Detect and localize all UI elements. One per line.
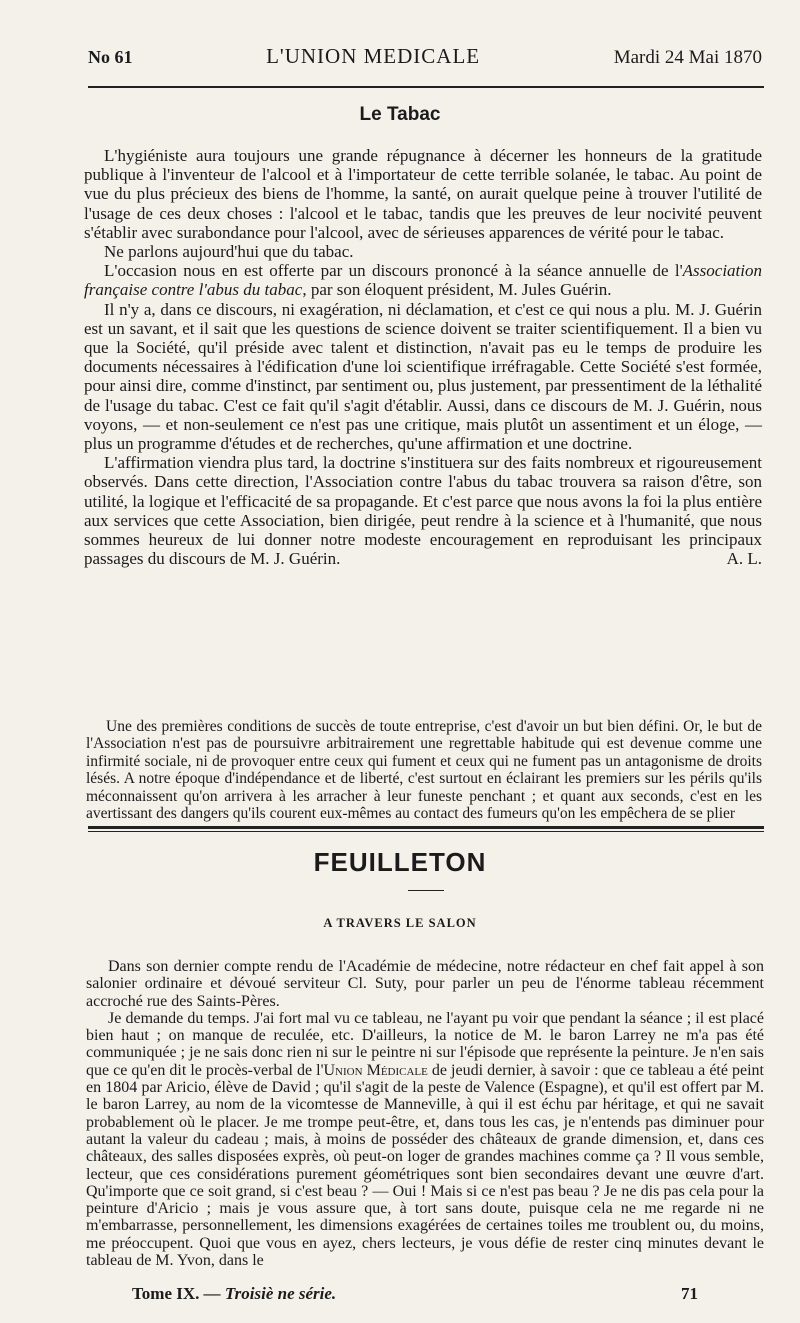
footer-series: — Troisiè ne série. bbox=[203, 1284, 337, 1303]
header-rule bbox=[88, 86, 764, 88]
issue-number: No 61 bbox=[88, 47, 133, 67]
article-paragraph-1: L'hygiéniste aura toujours une grande répugnance à décerner les honneurs de la gratitude publique à l'inventeur de l'alcool et à l'importateur de cette terrible solanée, le tabac. Au point de vue du plus précieux des biens de l'homme, la santé, on aurait quelque peine à trouver l'utilité de l'usage de ces deux choses : l'alcool et le tabac, tandis que les preuves de leur nocivité peuvent s'établir avec surabondance pour l'alcool, avec de sérieuses apparences de vérité pour le tabac. bbox=[84, 146, 762, 242]
feuilleton-subtitle: A TRAVERS LE SALON bbox=[323, 916, 477, 930]
article-paragraph-4: Il n'y a, dans ce discours, ni exagération, ni déclamation, et c'est ce qui nous a plu. M. J. Guérin est un savant, et il sait que les questions de science doivent se traiter scientifiquement. Il a bien vu que la Société, qu'il préside avec talent et distinction, n'avait pas eu le temps de produire les documents nécessaires à l'édification d'une loi scientifique irréfragable. Cette Société s'est formée, pour ainsi dire, comme d'instinct, par sentiment ou, plus justement, par pressentiment de la léthalité de l'usage du tabac. C'est ce fait qu'il s'agit d'établir. Aussi, dans ce discours de M. J. Guérin, nous voyons, — et non-seulement ce n'est pas une critique, mais plutôt un assentiment et un éloge, — plus un programme d'études et de recherches, qu'une affirmation et une doctrine. bbox=[84, 299, 762, 454]
title-dash bbox=[408, 890, 444, 891]
article-title: Le Tabac bbox=[359, 104, 441, 125]
feuilleton-title: FEUILLETON bbox=[313, 847, 487, 877]
footer-volume bbox=[132, 1284, 336, 1304]
feuilleton-paragraph-2: Je demande du temps. J'ai fort mal vu ce tableau, ne l'ayant pu voir que pendant la séance ; il est placé bien haut ; on manque de reculée, etc. D'ailleurs, la notice de M. le baron Larrey ne m'a pas été communiquée ; je ne sais donc rien ni sur le peintre ni sur l'épisode que représente la peinture. Je n'en sais que ce qu'en dit le procès-verbal de l'Union Médicale de jeudi dernier, à savoir : que ce tableau a été peint en 1804 par Aricio, élève de David ; qu'il s'agit de la peste de Valence (Espagne), et qu'il est offert par M. le baron Larrey, au nom de la vicomtesse de Manneville, à qui il est échu par héritage, et qui ne savait probablement où le placer. Je me trompe peut-être, et, dans tous les cas, je n'entends pas diminuer pour autant la valeur du cadeau ; mais, à moins de posséder des châteaux de grande dimension, et, dans ces châteaux, des salles disposées exprès, où peut-on loger de grandes machines comme ça ? Il vous semble, lecteur, que ces considérations purement géométriques sont bien secondaires devant une œuvre d'art. Qu'importe que ce soit grand, si c'est beau ? — Oui ! Mais si ce n'est pas beau ? Je ne dis pas cela pour la peinture d'Aricio ; mais je vous assure que, à tort sans doute, puisque cela ne me regarde ni ne m'embarrasse, personnellement, les dimensions exagérées de certaines toiles me troublent ou, du moins, me préoccupent. Quoi que vous en ayez, chers lecteurs, je vous défie de rester cinq minutes devant le tableau de M. Yvon, dans le bbox=[86, 1009, 765, 1270]
journal-name-inline: Union Médicale bbox=[323, 1061, 428, 1079]
article-body bbox=[84, 146, 762, 568]
footer-tome: Tome IX. bbox=[132, 1284, 200, 1303]
section-rule-thin bbox=[88, 831, 764, 832]
feuilleton-paragraph-1: Dans son dernier compte rendu de l'Académie de médecine, notre rédacteur en chef fait appel à son salonier ordinaire et dévoué serviteur Cl. Suty, pour parler un peu de l'énorme tableau récemment accroché rue des Saints-Pères. bbox=[86, 958, 764, 1010]
quoted-speech bbox=[86, 718, 762, 822]
association-name: Association française contre l'abus du tabac bbox=[84, 261, 762, 300]
issue-date: Mardi 24 Mai 1870 bbox=[613, 47, 762, 68]
author-signature: A. L. bbox=[726, 549, 762, 569]
article-paragraph-2: Ne parlons aujourd'hui que du tabac. bbox=[104, 242, 354, 262]
page-number: 71 bbox=[681, 1284, 698, 1303]
feuilleton-body bbox=[86, 958, 764, 1269]
article-paragraph-5: L'affirmation viendra plus tard, la doctrine s'instituera sur des faits nombreux et rigoureusement observés. Dans cette direction, l'Association contre l'abus du tabac trouvera sa raison d'être, son utilité, la logique et l'efficacité de sa propagande. Et c'est parce que nous avons la foi la plus entière aux services que cette Association, bien dirigée, peut rendre à la science et à l'humanité, que nous sommes heureux de lui donner notre modeste encouragement en reproduisant les principaux passages du discours de M. J. Guérin. A. L. bbox=[84, 453, 762, 569]
page-footer bbox=[132, 1284, 698, 1304]
quote-paragraph: Une des premières conditions de succès de toute entreprise, c'est d'avoir un but bien défini. Or, le but de l'Association n'est pas de poursuivre arbitrairement une regrettable habitude qui est devenue comme une infirmité sociale, ni de provoquer entre ceux qui fument et ceux qui ne fument pas un antagonisme de droits lésés. A notre époque d'indépendance et de liberté, c'est surtout en éclairant les premiers sur les périls qu'ils méconnaissent qu'on arrivera à les arracher à leur funeste penchant ; et quant aux seconds, c'est en les avertissant des dangers qu'ils courent eux-mêmes au contact des fumeurs qu'on les empêchera de se plier bbox=[86, 718, 762, 823]
section-rule-thick bbox=[88, 826, 764, 829]
page-header bbox=[88, 44, 762, 69]
journal-title: L'UNION MEDICALE bbox=[266, 44, 481, 68]
article-paragraph-3: L'occasion nous en est offerte par un discours prononcé à la séance annuelle de l'Association française contre l'abus du tabac, par son éloquent président, M. Jules Guérin. bbox=[84, 261, 762, 300]
